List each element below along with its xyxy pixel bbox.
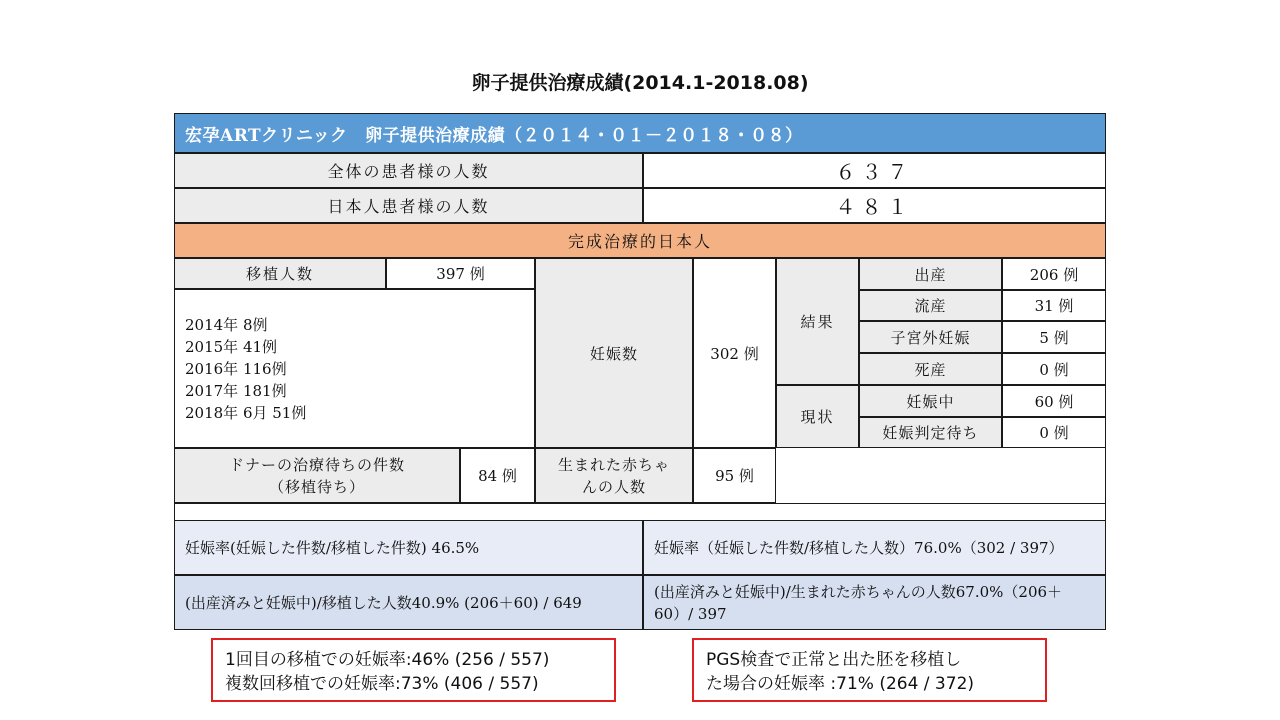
pregnancy-label: 妊娠数 xyxy=(535,258,693,448)
outcome-label-pregnant: 妊娠中 xyxy=(859,385,1002,417)
section-title: 完成治療的日本人 xyxy=(174,223,1106,258)
pgs-note-line-2: た場合の妊娠率 :71% (264 / 372) xyxy=(706,674,975,694)
outcome-value-miscarriage: 31 例 xyxy=(1002,290,1106,321)
total-patients-value: ６３７ xyxy=(643,153,1106,188)
outcome-value-birth: 206 例 xyxy=(1002,258,1106,290)
year-row-2016: 2016年 116例 xyxy=(185,359,287,378)
year-row-2014: 2014年 8例 xyxy=(185,315,268,334)
year-row-2017: 2017年 181例 xyxy=(185,381,287,400)
pregnancy-rate-per-transfer: 妊娠率(妊娠した件数/移植した件数) 46.5% xyxy=(174,520,643,575)
page-title: 卵子提供治療成績(2014.1-2018.08) xyxy=(471,72,809,94)
birth-rate-per-baby: (出産済みと妊娠中)/生まれた赤ちゃんの人数67.0%（206＋60）/ 397 xyxy=(643,575,1106,630)
year-row-2018: 2018年 6月 51例 xyxy=(185,403,307,422)
pregnancy-rate-per-person: 妊娠率（妊娠した件数/移植した人数）76.0%（302 / 397） xyxy=(643,520,1106,575)
babies-born-label-line-2: んの人数 xyxy=(581,477,646,496)
outcome-label-birth: 出産 xyxy=(859,258,1002,290)
outcome-value-ectopic: 5 例 xyxy=(1002,321,1106,353)
transfer-count-value: 397 例 xyxy=(386,258,535,289)
result-label: 結果 xyxy=(776,258,859,385)
babies-born-label xyxy=(535,448,693,503)
outcome-label-ectopic: 子宮外妊娠 xyxy=(859,321,1002,353)
transfer-count-label: 移植人数 xyxy=(174,258,386,289)
outcome-label-awaiting: 妊娠判定待ち xyxy=(859,417,1002,448)
outcome-value-stillbirth: 0 例 xyxy=(1002,353,1106,385)
pregnancy-value: 302 例 xyxy=(693,258,776,448)
year-row-2015: 2015年 41例 xyxy=(185,337,278,356)
outcome-label-miscarriage: 流産 xyxy=(859,290,1002,321)
transfer-rate-note xyxy=(211,638,616,702)
yearly-transfers xyxy=(174,289,535,448)
pgs-rate-note xyxy=(692,638,1047,702)
current-status-label: 現状 xyxy=(776,385,859,448)
donor-waiting-label-line-2: （移植待ち） xyxy=(268,477,365,496)
donor-waiting-label xyxy=(174,448,460,503)
japanese-patients-value: ４８１ xyxy=(643,188,1106,223)
japanese-patients-label: 日本人患者様の人数 xyxy=(174,188,643,223)
pgs-note-line-1: PGS検査で正常と出た胚を移植し xyxy=(706,650,962,670)
outcome-label-stillbirth: 死産 xyxy=(859,353,1002,385)
outcome-value-pregnant: 60 例 xyxy=(1002,385,1106,417)
table-header: 宏孕ARTクリニック 卵子提供治療成績（２０１４・０１－２０１８・０８） xyxy=(174,113,1106,153)
multiple-transfer-rate: 複数回移植での妊娠率:73% (406 / 557) xyxy=(225,674,539,694)
babies-born-value: 95 例 xyxy=(693,448,776,503)
donor-waiting-label-line-1: ドナーの治療待ちの件数 xyxy=(228,455,405,474)
first-transfer-rate: 1回目の移植での妊娠率:46% (256 / 557) xyxy=(225,650,550,670)
babies-born-label-line-1: 生まれた赤ちゃ xyxy=(557,455,670,474)
total-patients-label: 全体の患者様の人数 xyxy=(174,153,643,188)
outcome-value-awaiting: 0 例 xyxy=(1002,417,1106,448)
birth-rate-per-transfer: (出産済みと妊娠中)/移植した人数40.9% (206＋60) / 649 xyxy=(174,575,643,630)
spacer-row xyxy=(174,503,1106,520)
donor-waiting-value: 84 例 xyxy=(460,448,535,503)
